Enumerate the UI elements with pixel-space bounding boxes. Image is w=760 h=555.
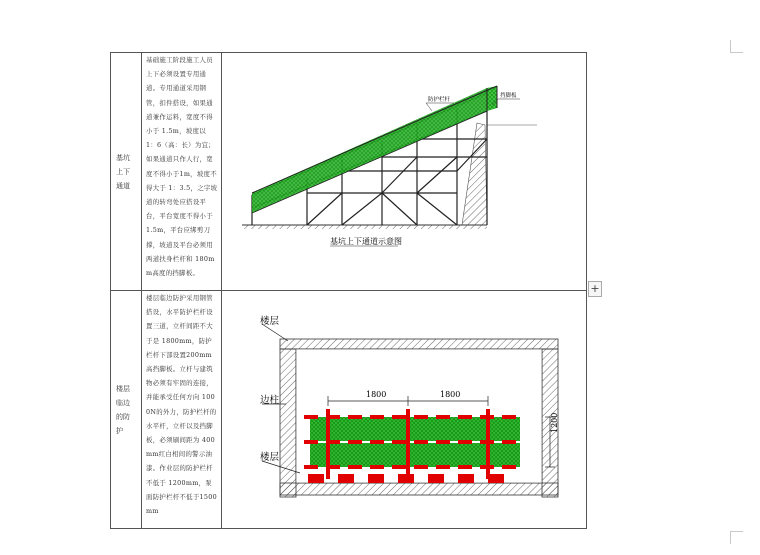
figure-floor-edge [222,291,587,528]
pit-access-diagram [222,53,587,290]
table-row [111,53,587,291]
label-toeboard: 挡脚板 [500,93,517,99]
add-row-button[interactable]: + [588,281,602,297]
label-edge-column: 边柱 [260,395,280,406]
dimension-height: 1200 [550,412,559,433]
row-label-pit-access: 基坑上下通道 [111,53,142,291]
figure-caption: 基坑上下通道示意图 [330,237,402,246]
row-description-floor-edge: 楼层临边防护采用钢管搭设，水平防护栏杆设置三道，立杆间距不大于是 1800mm，防护栏杆下部设置200mm高挡脚板。立杆与建筑物必须有牢固的连接，并能承受任何方向 1000N的外力，防护栏杆的水平杆，立杆以及挡脚板，必须刷间距为 400mm红白相间的警示油漆。作业层的防护栏杆不低于 1200mm，泵面防护栏杆不低于1500mm [146,294,217,516]
row-description-cell [142,53,222,291]
row-description-pit-access: 基础施工阶段施工人员上下必须设置专用通道。专用通道采用钢管，扣件搭设，如果通道兼作运料，宽度不得小于 1.5m，坡度以 1：6（高：长）为宜；如果通道只作人行，宽度不得小于1m，坡度不得大于 1：3.5，之字坡道的转弯处应搭设平台，平台宽度不得小于 1.5m，平台应绑剪刀撑，坡道及平台必须用两道扶身栏杆和 180mm高度的挡脚板。 [146,56,218,278]
dimension-span-1: 1800 [366,390,387,399]
label-floor-top: 楼层 [260,316,280,327]
figure-cell-pit-access [222,53,587,291]
row-label-floor-edge: 楼层临边的防护 [111,291,142,529]
figure-pit-access [222,53,587,290]
crop-mark-bottom-right [730,531,743,544]
label-floor-bottom: 楼层 [260,452,280,463]
dimension-span-2: 1800 [440,390,461,399]
safety-net [252,88,487,213]
label-guardrail: 防护栏杆 [428,97,451,103]
spec-table [110,52,587,529]
figure-cell-floor-edge [222,291,587,529]
crop-mark-top-right [730,40,743,53]
row-description-cell [142,291,222,529]
table-row [111,291,587,529]
slope-earth [462,123,487,225]
